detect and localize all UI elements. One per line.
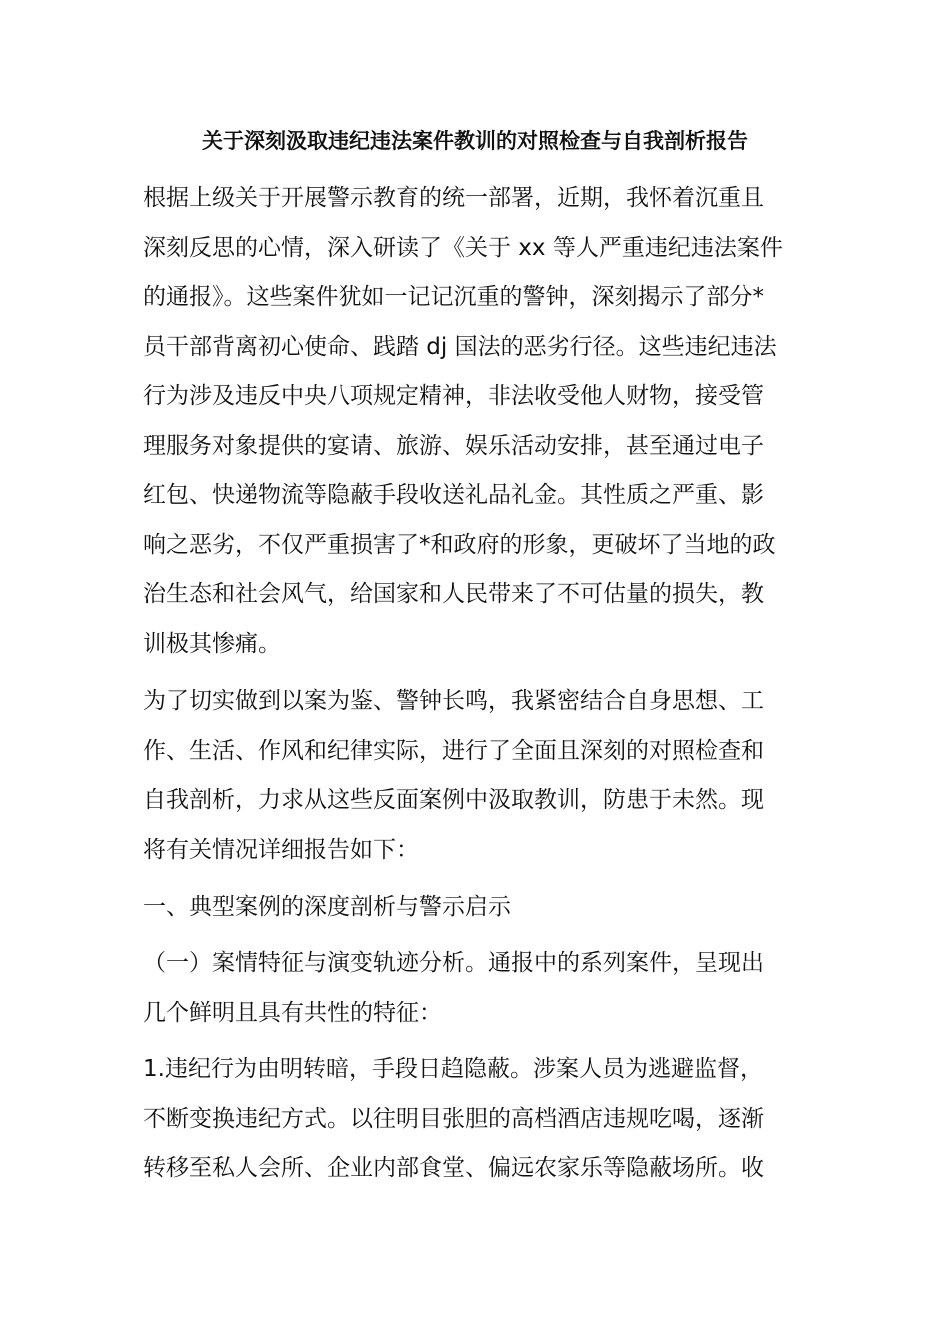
document-title: 关于深刻汲取违纪违法案件教训的对照检查与自我剖析报告: [202, 129, 748, 153]
paragraph-line: 自我剖析，力求从这些反面案例中汲取教训，防患于未然。现: [143, 787, 764, 813]
paragraph-line: 的通报》。这些案件犹如一记记沉重的警钟，深刻揭示了部分*: [143, 284, 764, 310]
point-line: 不断变换违纪方式。以往明目张胆的高档酒店违规吃喝，逐渐: [143, 1106, 764, 1132]
subsection-heading: （一）案情特征与演变轨迹分析。通报中的系列案件，呈现出: [143, 950, 764, 976]
paragraph-line: 将有关情况详细报告如下：: [143, 837, 419, 863]
paragraph-line: 响之恶劣，不仅严重损害了*和政府的形象，更破坏了当地的政: [143, 532, 776, 558]
paragraph-line: 深刻反思的心情，深入研读了《关于 xx 等人严重违纪违法案件: [143, 235, 783, 261]
paragraph-line: 为了切实做到以案为鉴、警钟长鸣，我紧密结合自身思想、工: [143, 688, 764, 714]
paragraph-line: 作、生活、作风和纪律实际，进行了全面且深刻的对照检查和: [143, 738, 764, 764]
paragraph-line: 治生态和社会风气，给国家和人民带来了不可估量的损失，教: [143, 581, 764, 607]
paragraph-line: 行为涉及违反中央八项规定精神，非法收受他人财物，接受管: [143, 383, 764, 409]
paragraph-line: 员干部背离初心使命、践踏 dj 国法的恶劣行径。这些违纪违法: [143, 334, 777, 360]
section-heading: 一、典型案例的深度剖析与警示启示: [143, 894, 511, 920]
paragraph-line: 理服务对象提供的宴请、旅游、娱乐活动安排，甚至通过电子: [143, 433, 764, 459]
point-line: 1.违纪行为由明转暗，手段日趋隐蔽。涉案人员为逃避监督，: [143, 1056, 763, 1082]
paragraph-line: 训极其惨痛。: [143, 631, 281, 657]
paragraph-line: 红包、快递物流等隐蔽手段收送礼品礼金。其性质之严重、影: [143, 482, 764, 508]
subsection-heading: 几个鲜明且具有共性的特征：: [143, 1000, 442, 1026]
point-line: 转移至私人会所、企业内部食堂、偏远农家乐等隐蔽场所。收: [143, 1155, 764, 1181]
paragraph-line: 根据上级关于开展警示教育的统一部署，近期，我怀着沉重且: [143, 185, 764, 211]
